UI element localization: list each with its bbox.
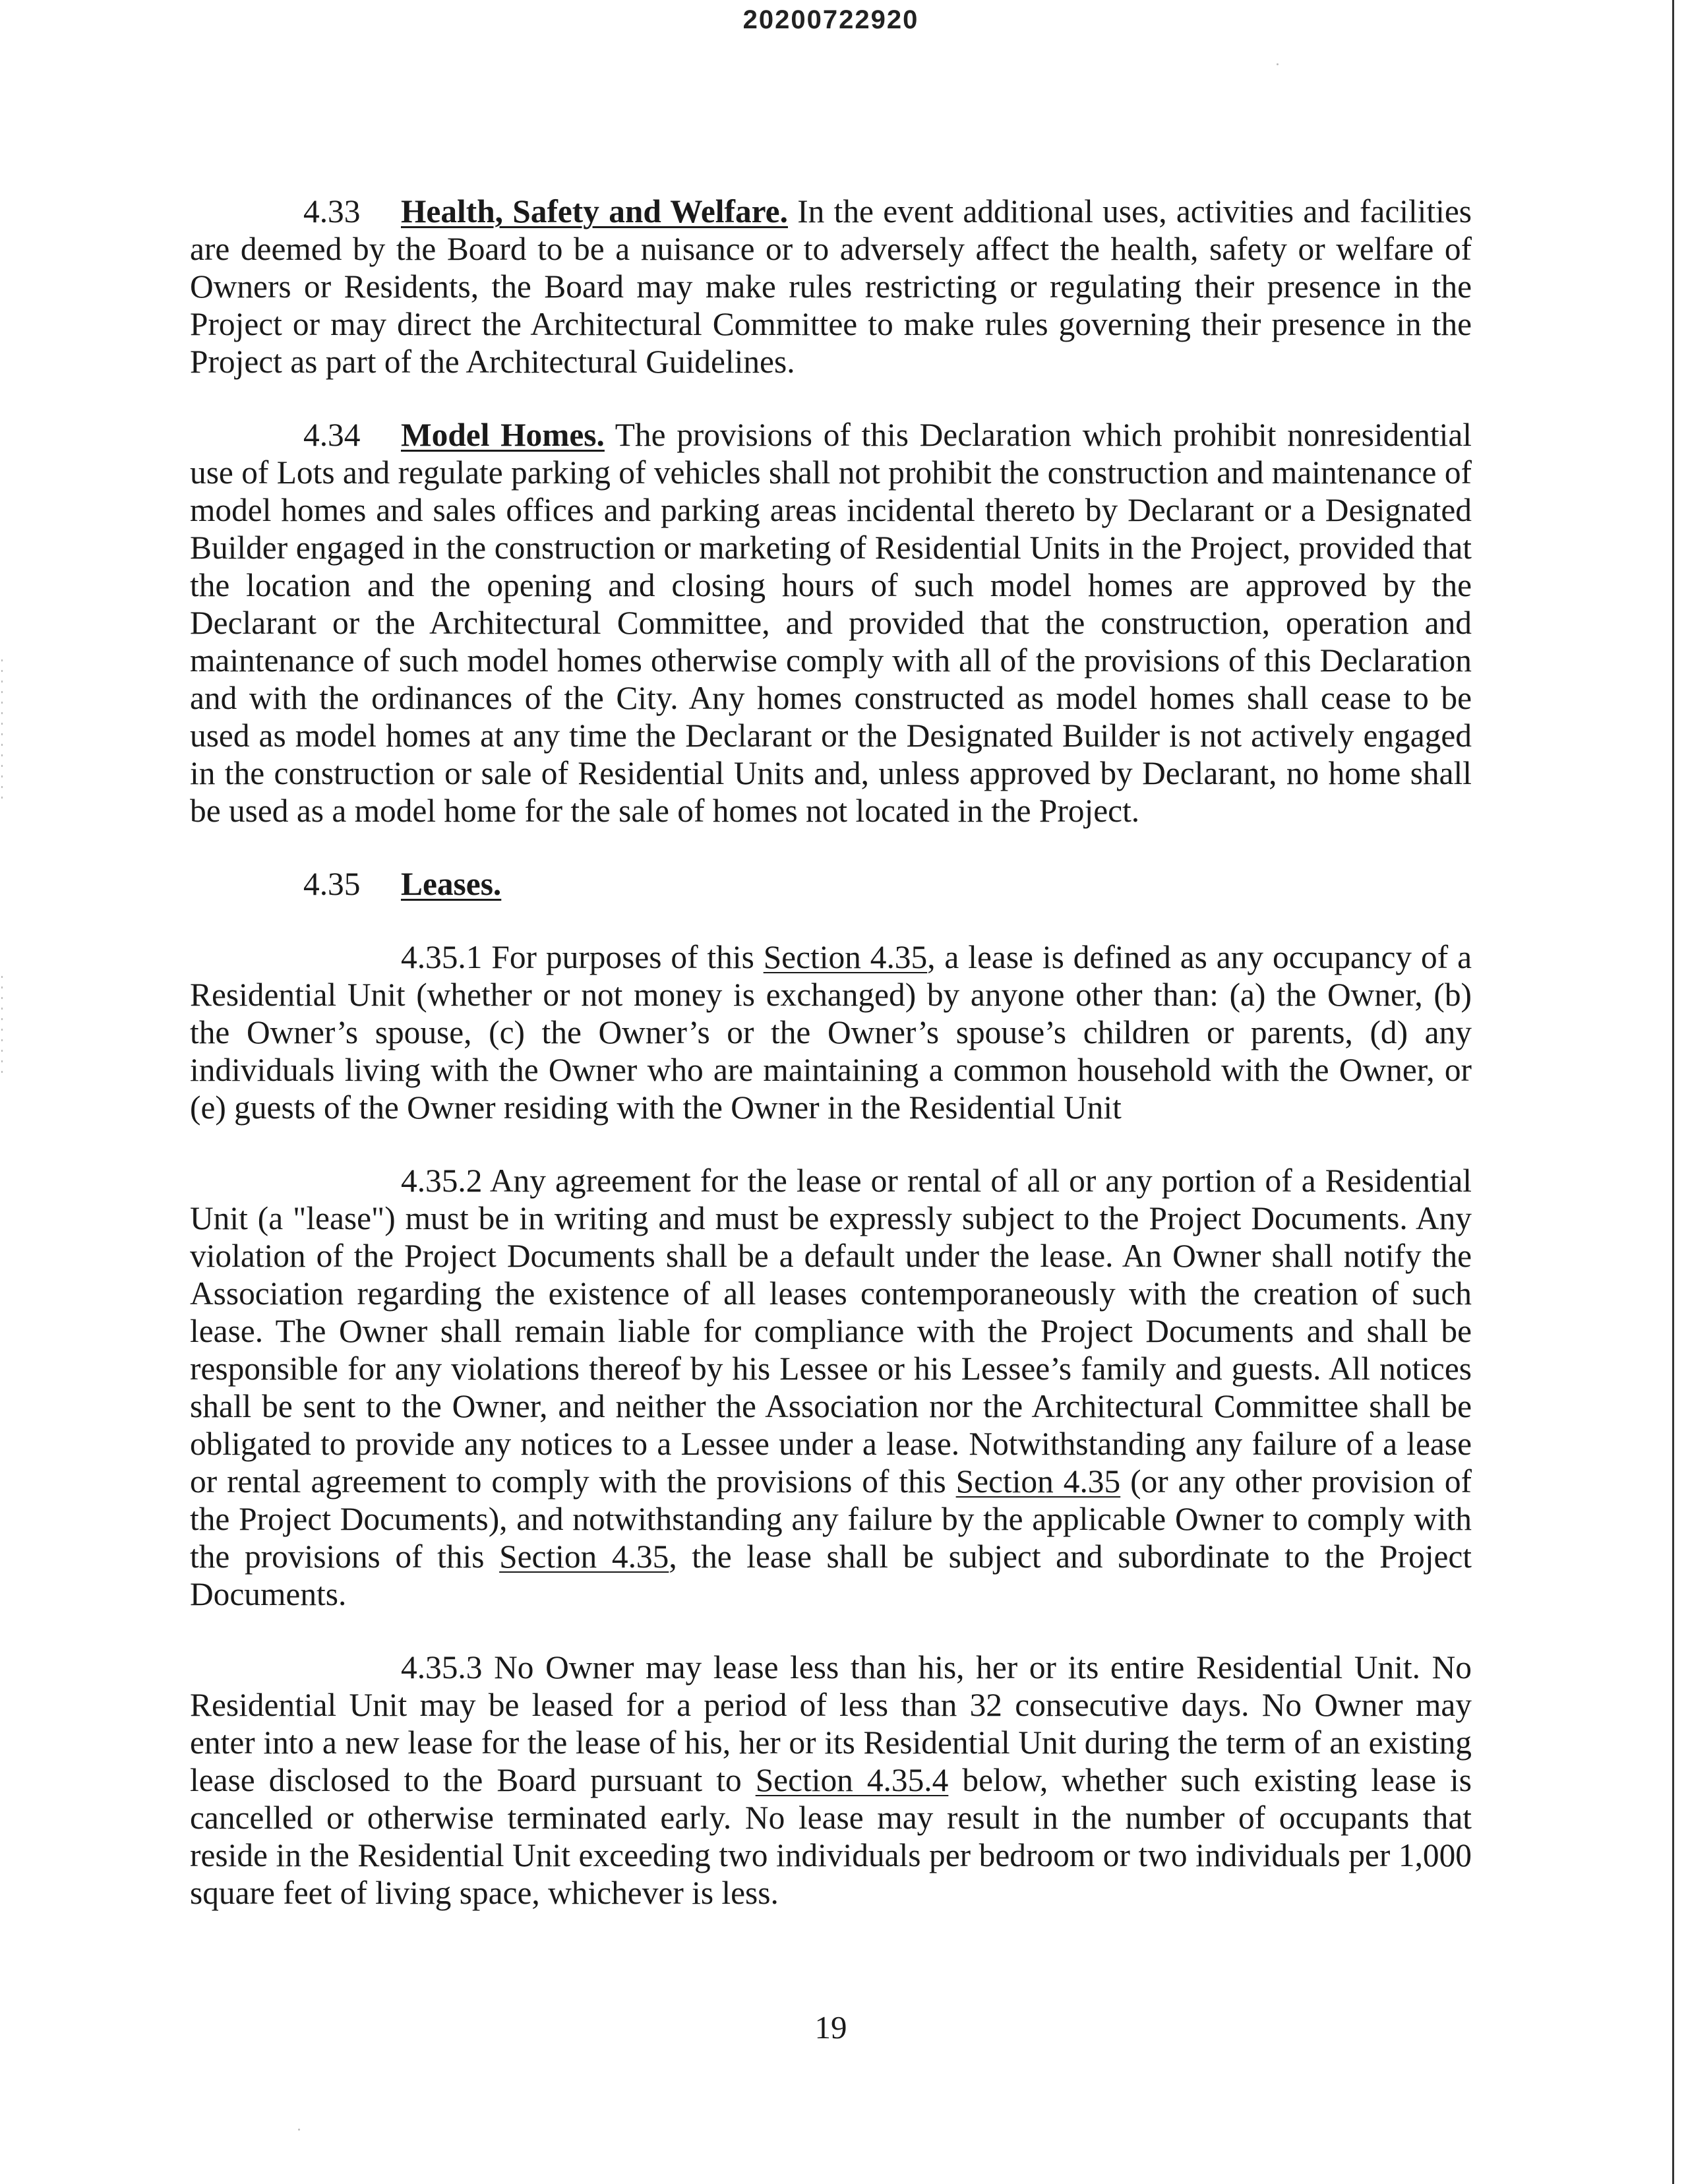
section-number: 4.34 bbox=[303, 417, 361, 453]
page-number: 19 bbox=[814, 2009, 847, 2046]
section-heading: Leases. bbox=[401, 866, 502, 902]
section-text: , a lease is defined as any occupancy of a Residential Unit (whether or not money is exchanged) by anyone other than: (a) the Owner, (b) the Owner’s spouse, (c) the Owner’s or the Owner’s spouse’s children or parents, (d) any individuals living with the Owner who are maintaining a common household with the Owner, or (e) guests of the Owner residing with the Owner in the Residential Unit bbox=[190, 939, 1472, 1126]
section-heading: Model Homes. bbox=[401, 417, 605, 453]
section-reference: Section 4.35 bbox=[499, 1538, 669, 1575]
section-4-33 bbox=[190, 193, 1472, 380]
section-text: The provisions of this Declaration which prohibit nonresidential use of Lots and regulate parking of vehicles shall not prohibit the construction and maintenance of model homes and sales offices and parking areas incidental thereto by Declarant or a Designated Builder engaged in the construction or marketing of Residential Units in the Project, provided that the location and the opening and closing hours of such model homes are approved by the Declarant or the Architectural Committee, and provided that the construction, operation and maintenance of such model homes otherwise comply with all of the provisions of this Declaration and with the ordinances of the City. Any homes constructed as model homes shall cease to be used as model homes at any time the Declarant or the Designated Builder is not actively engaged in the construction or sale of Residential Units and, unless approved by Declarant, no home shall be used as a model home for the sale of homes not located in the Project. bbox=[190, 417, 1472, 829]
section-reference: Section 4.35 bbox=[763, 939, 928, 975]
section-text: No Owner may lease less than his, her or its entire Residential Unit. No Residential Unit may be leased for a period of less than 32 consecutive days. No Owner may enter into a new lease for the lease of his, her or its Residential Unit during the term of an existing lease disclosed to the Board pursuant to bbox=[190, 1649, 1472, 1798]
section-number: 4.35.1 bbox=[401, 939, 483, 975]
section-4-35-2 bbox=[190, 1162, 1472, 1613]
section-text: For purposes of this bbox=[482, 939, 764, 975]
section-reference: Section 4.35.4 bbox=[755, 1762, 949, 1798]
section-text: In the event additional uses, activities and facilities are deemed by the Board to be a nuisance or to adversely affect the health, safety or welfare of Owners or Residents, the Board may make rules restricting or regulating their presence in the Project or may direct the Architectural Committee to make rules governing their presence in the Project as part of the Architectural Guidelines. bbox=[190, 193, 1472, 380]
document-body bbox=[190, 193, 1472, 1947]
section-heading: Health, Safety and Welfare. bbox=[401, 193, 788, 229]
right-margin-rule bbox=[1672, 0, 1674, 2184]
section-text: (or any other provision of the Project Documents), and notwithstanding any failure by the applicable Owner to comply with the provisions of this bbox=[190, 1463, 1472, 1575]
section-text: , the lease shall be subject and subordinate to the Project Documents. bbox=[190, 1538, 1472, 1612]
section-number: 4.35 bbox=[303, 866, 361, 902]
scan-speck bbox=[1277, 63, 1279, 65]
section-4-35 bbox=[190, 865, 1472, 903]
section-number: 4.35.3 bbox=[401, 1649, 483, 1685]
section-4-35-1 bbox=[190, 938, 1472, 1126]
section-reference: Section 4.35 bbox=[955, 1463, 1121, 1500]
recording-number: 20200722920 bbox=[742, 5, 919, 34]
left-scan-specks-top bbox=[1, 659, 3, 804]
section-number: 4.35.2 bbox=[401, 1163, 483, 1199]
section-number: 4.33 bbox=[303, 193, 361, 229]
scan-speck bbox=[298, 2129, 300, 2131]
left-scan-specks-mid bbox=[1, 976, 3, 1081]
section-text: Any agreement for the lease or rental of all or any portion of a Residential Unit (a "lease") must be in writing and must be expressly subject to the Project Documents. Any violation of the Project Documents shall be a default under the lease. An Owner shall notify the Association regarding the existence of all leases contemporaneously with the creation of such lease. The Owner shall remain liable for compliance with the Project Documents and shall be responsible for any violations thereof by his Lessee or his Lessee’s family and guests. All notices shall be sent to the Owner, and neither the Association nor the Architectural Committee shall be obligated to provide any notices to a Lessee under a lease. Notwithstanding any failure of a lease or rental agreement to comply with the provisions of this bbox=[190, 1163, 1472, 1500]
section-text: below, whether such existing lease is cancelled or otherwise terminated early. No lease may result in the number of occupants that reside in the Residential Unit exceeding two individuals per bedroom or two individuals per 1,000 square feet of living space, whichever is less. bbox=[190, 1762, 1472, 1911]
section-4-35-3 bbox=[190, 1649, 1472, 1912]
section-4-34 bbox=[190, 416, 1472, 830]
